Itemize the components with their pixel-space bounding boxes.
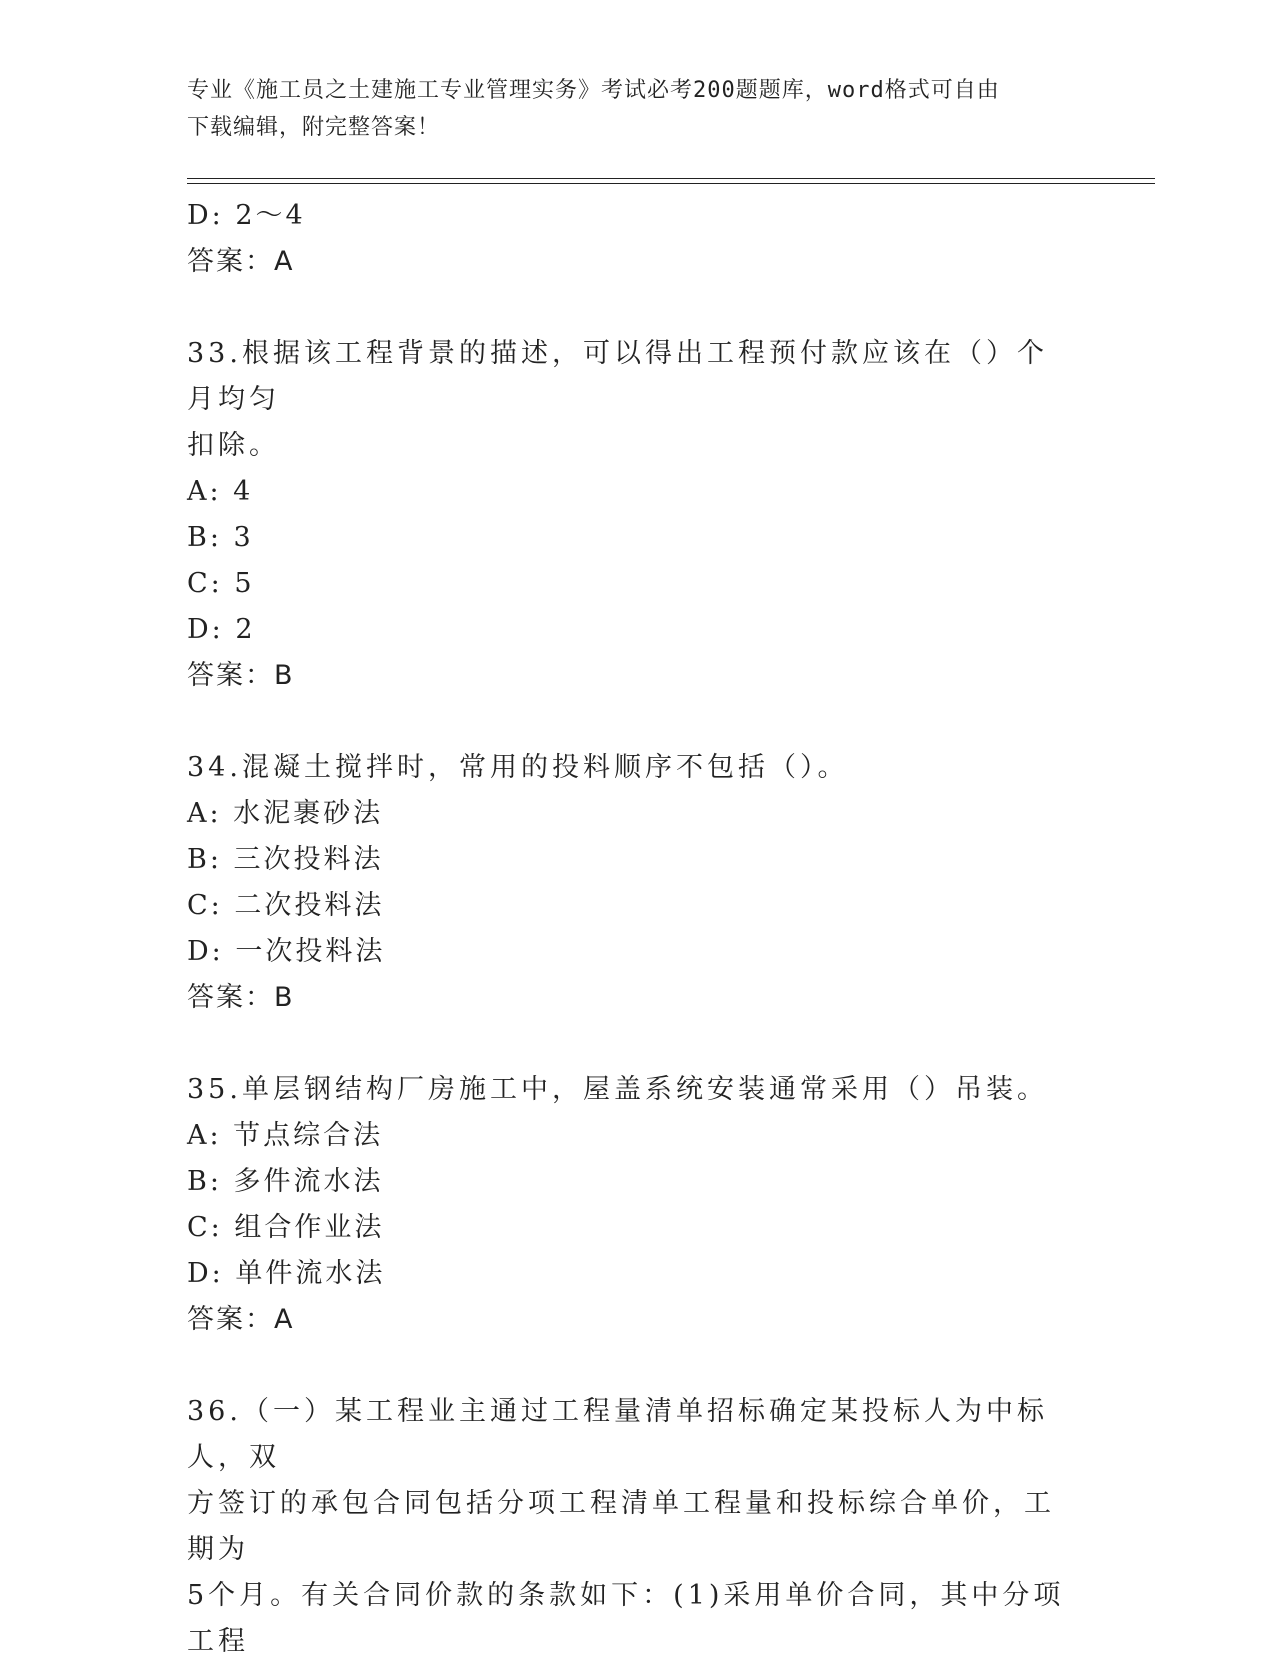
question-list	[187, 193, 1087, 1665]
question-text-line: 35.单层钢结构厂房施工中，屋盖系统安装通常采用（）吊装。	[187, 1074, 1048, 1105]
document-header	[187, 72, 1067, 146]
option-c: C: 二次投料法	[187, 890, 385, 921]
answer-line: 答案：A	[187, 246, 295, 277]
option-c: C: 组合作业法	[187, 1212, 385, 1243]
header-line-1: 专业《施工员之土建施工专业管理实务》考试必考200题题库，word格式可自由	[187, 78, 1000, 103]
question-text-line: 方签订的承包合同包括分项工程清单工程量和投标综合单价，工期为	[187, 1488, 1055, 1565]
option-d: D: 一次投料法	[187, 936, 386, 967]
question-text-line: 36.（一）某工程业主通过工程量清单招标确定某投标人为中标人，双	[187, 1396, 1048, 1473]
option-b: B: 三次投料法	[187, 844, 384, 875]
option-d: D: 2～4	[187, 200, 306, 231]
question-text-line: 33.根据该工程背景的描述，可以得出工程预付款应该在（）个月均匀	[187, 338, 1048, 415]
question-text-line: 扣除。	[187, 430, 280, 461]
question-text-line: 5个月。有关合同价款的条款如下：(1)采用单价合同，其中分项工程	[187, 1580, 1065, 1657]
header-rule-top	[187, 178, 1155, 179]
question-text-line: 34.混凝土搅拌时，常用的投料顺序不包括（）。	[187, 752, 849, 783]
header-rule-bottom	[187, 183, 1155, 184]
option-a: A: 4	[187, 476, 254, 507]
option-a: A: 节点综合法	[187, 1120, 384, 1151]
option-b: B: 3	[187, 522, 254, 553]
option-b: B: 多件流水法	[187, 1166, 384, 1197]
answer-line: 答案：B	[187, 982, 295, 1013]
option-c: C: 5	[187, 568, 255, 599]
header-line-2: 下载编辑，附完整答案！	[187, 115, 441, 140]
answer-line: 答案：A	[187, 1304, 295, 1335]
answer-line: 答案：B	[187, 660, 295, 691]
option-a: A: 水泥裹砂法	[187, 798, 384, 829]
option-d: D: 单件流水法	[187, 1258, 386, 1289]
option-d: D: 2	[187, 614, 256, 645]
